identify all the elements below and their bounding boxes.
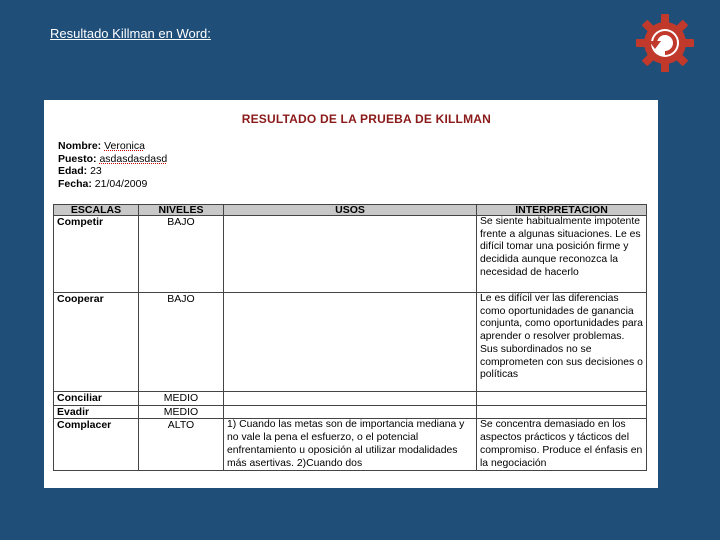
cell-nivel: BAJO <box>139 293 224 392</box>
cell-interpretacion: Se concentra demasiado en los aspectos prácticos y tácticos del compromiso. Produce el énfasis en la negociación <box>477 419 647 471</box>
cell-usos: 1) Cuando las metas son de importancia mediana y no vale la pena el esfuerzo, o el potencial enfrentamiento u oposición al utilizar modalidades más asertivas. 2)Cuando dos <box>224 419 477 471</box>
cell-usos <box>224 293 477 392</box>
cell-usos <box>224 216 477 293</box>
results-table <box>53 204 647 471</box>
person-info <box>58 140 167 190</box>
cell-interpretacion <box>477 405 647 419</box>
cell-escala: Cooperar <box>54 293 139 392</box>
table-row <box>54 419 647 471</box>
document-title: RESULTADO DE LA PRUEBA DE KILLMAN <box>241 112 491 126</box>
info-date: Fecha: 21/04/2009 <box>58 177 148 190</box>
header-usos: USOS <box>224 205 477 216</box>
cell-nivel: MEDIO <box>139 392 224 406</box>
table-header <box>54 205 647 216</box>
gear-refresh-icon <box>636 14 694 72</box>
cell-interpretacion <box>477 392 647 406</box>
cell-nivel: BAJO <box>139 216 224 293</box>
cell-escala: Competir <box>54 216 139 293</box>
slide-title: Resultado Killman en Word: <box>50 26 211 41</box>
info-name: Nombre: Veronica <box>58 140 145 152</box>
cell-interpretacion: Se siente habitualmente impotente frente a algunas situaciones. Le es difícil tomar una posición firme y decidida aunque reconozca la necesidad de hacerlo <box>477 216 647 293</box>
table-row <box>54 405 647 419</box>
cell-usos <box>224 392 477 406</box>
cell-escala: Evadir <box>54 405 139 419</box>
info-age: Edad: 23 <box>58 165 102 177</box>
header-niveles: NIVELES <box>139 205 224 216</box>
header-interpretacion: INTERPRETACION <box>477 205 647 216</box>
document-preview <box>44 100 658 488</box>
table-row <box>54 293 647 392</box>
cell-nivel: ALTO <box>139 419 224 471</box>
cell-nivel: MEDIO <box>139 405 224 419</box>
table-row <box>54 392 647 406</box>
cell-usos <box>224 405 477 419</box>
cell-escala: Conciliar <box>54 392 139 406</box>
cell-escala: Complacer <box>54 419 139 471</box>
cell-interpretacion: Le es difícil ver las diferencias como oportunidades de ganancia conjunta, como oportunidades para aprender o resolver problemas. Sus subordinados no se comprometen con sus decisiones o políticas <box>477 293 647 392</box>
header-escalas: ESCALAS <box>54 205 139 216</box>
info-position: Puesto: asdasdasdasd <box>58 152 168 165</box>
table-row <box>54 216 647 293</box>
